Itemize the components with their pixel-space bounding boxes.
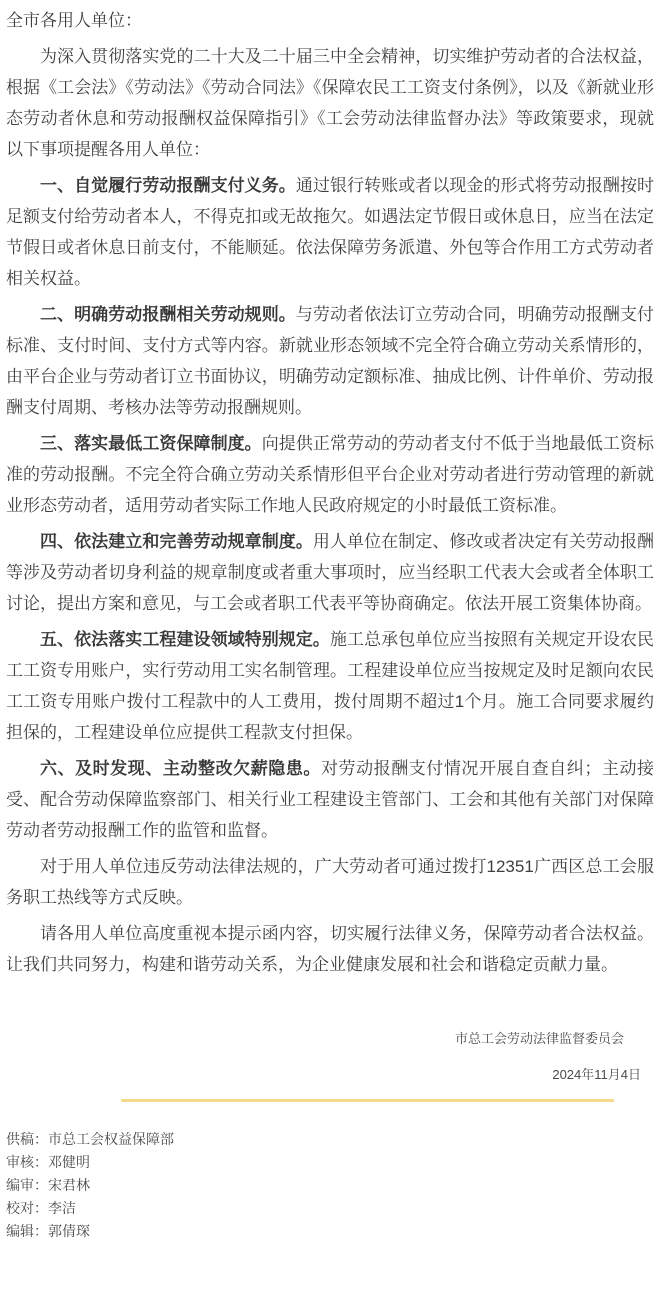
closing-paragraphs-container — [6, 851, 654, 980]
section-body: 与劳动者依法订立劳动合同，明确劳动报酬支付标准、支付时间、支付方式等内容。新就业形态领域不完全符合确立劳动关系情形的，由平台企业与劳动者订立书面协议，明确劳动定额标准、抽成比例、计件单价、劳动报酬支付周期、考核办法等劳动报酬规则。 — [6, 305, 655, 417]
section-body: 向提供正常劳动的劳动者支付不低于当地最低工资标准的劳动报酬。不完全符合确立劳动关系情形但平台企业对劳动者进行劳动管理的新就业形态劳动者，适用劳动者实际工作地人民政府规定的小时最低工资标准。 — [6, 434, 655, 515]
section-title: 三、落实最低工资保障制度。 — [40, 434, 262, 453]
salutation: 全市各用人单位： — [6, 11, 142, 30]
section-body: 用人单位在制定、修改或者决定有关劳动报酬等涉及劳动者切身利益的规章制度或者重大事项时，应当经职工代表大会或者全体职工讨论，提出方案和意见，与工会或者职工代表平等协商确定。依法开展工资集体协商。 — [6, 532, 655, 613]
section-paragraph — [6, 753, 654, 846]
credit-line: 编辑：郭倩琛 — [6, 1223, 90, 1239]
section-paragraph — [6, 299, 654, 423]
credits-block — [6, 1128, 654, 1243]
credit-line: 编审：宋君林 — [6, 1177, 90, 1193]
section-paragraph — [6, 428, 654, 521]
section-body: 通过银行转账或者以现金的形式将劳动报酬按时足额支付给劳动者本人，不得克扣或无故拖欠。如遇法定节假日或休息日，应当在法定节假日或者休息日前支付，不能顺延。依法保障劳务派遣、外包等合作用工方式劳动者相关权益。 — [6, 176, 655, 288]
section-title: 二、明确劳动报酬相关劳动规则。 — [40, 305, 296, 324]
signature-block — [6, 1023, 654, 1090]
credit-line: 校对：李洁 — [6, 1200, 76, 1216]
section-body: 施工总承包单位应当按照有关规定开设农民工工资专用账户，实行劳动用工实名制管理。工程建设单位应当按规定及时足额向农民工工资专用账户拨付工程款中的人工费用，拨付周期不超过1个月。施工合同要求履约担保的，工程建设单位应提供工程款支付担保。 — [6, 630, 655, 742]
credit-line: 审核：邓健明 — [6, 1154, 90, 1170]
closing-paragraph: 请各用人单位高度重视本提示函内容，切实履行法律义务，保障劳动者合法权益。让我们共同努力，构建和谐劳动关系，为企业健康发展和社会和谐稳定贡献力量。 — [6, 924, 654, 974]
section-paragraph — [6, 170, 654, 294]
section-paragraph — [6, 624, 654, 748]
section-paragraph — [6, 526, 654, 619]
closing-paragraph: 对于用人单位违反劳动法律法规的，广大劳动者可通过拨打12351广西区总工会服务职工热线等方式反映。 — [6, 857, 654, 907]
section-title: 五、依法落实工程建设领域特别规定。 — [40, 630, 330, 649]
intro-paragraph: 为深入贯彻落实党的二十大及二十届三中全会精神，切实维护劳动者的合法权益，根据《工会法》《劳动法》《劳动合同法》《保障农民工工资支付条例》，以及《新就业形态劳动者休息和劳动报酬权益保障指引》《工会劳动法律监督办法》等政策要求，现就以下事项提醒各用人单位： — [6, 47, 654, 159]
sections-container — [6, 170, 654, 846]
signature-org: 市总工会劳动法律监督委员会 — [454, 1031, 624, 1046]
divider-line — [121, 1099, 614, 1102]
credit-line: 供稿：市总工会权益保障部 — [6, 1131, 174, 1147]
section-title: 六、及时发现、主动整改欠薪隐患。 — [40, 759, 321, 778]
signature-date: 2024年11月4日 — [552, 1067, 641, 1082]
section-body: 对劳动报酬支付情况开展自查自纠；主动接受、配合劳动保障监察部门、相关行业工程建设主管部门、工会和其他有关部门对保障劳动者劳动报酬工作的监管和监督。 — [6, 759, 655, 840]
section-title: 四、依法建立和完善劳动规章制度。 — [40, 532, 313, 551]
section-title: 一、自觉履行劳动报酬支付义务。 — [40, 176, 296, 195]
